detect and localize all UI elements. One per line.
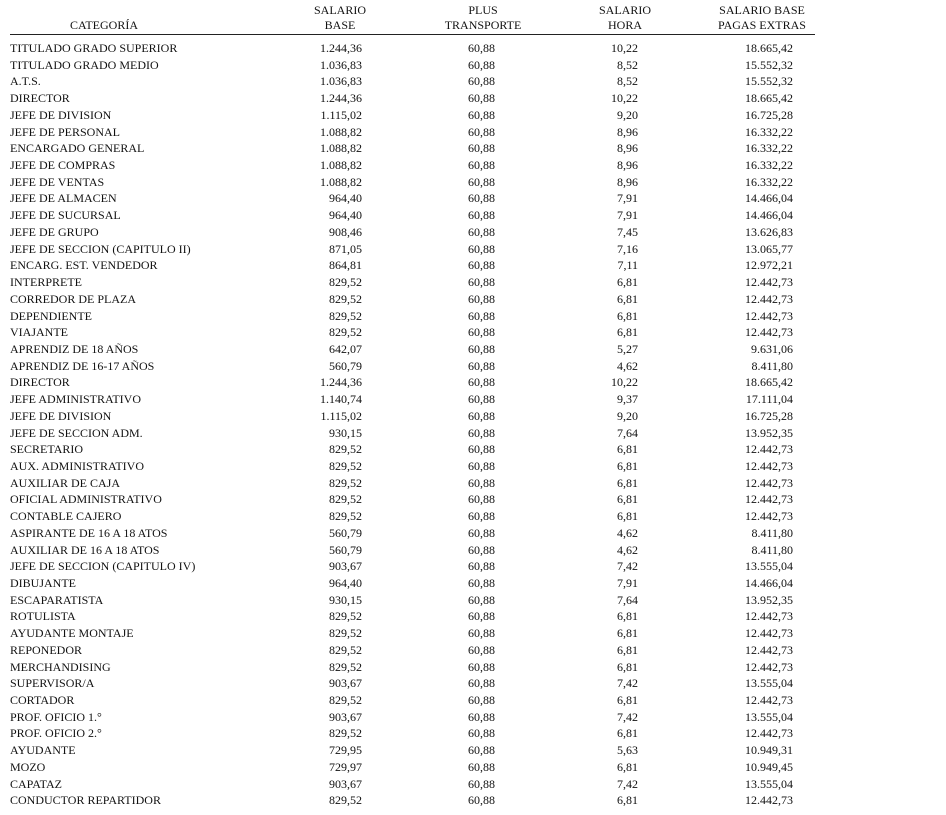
cell-pagas-extras: 9.631,06 <box>751 341 793 356</box>
table-row <box>10 90 815 107</box>
cell-pagas-extras: 12.442,73 <box>745 726 793 741</box>
cell-salario-hora: 6,81 <box>617 308 638 323</box>
cell-categoria: JEFE DE VENTAS <box>10 174 105 189</box>
cell-plus-transporte: 60,88 <box>468 308 495 323</box>
cell-plus-transporte: 60,88 <box>468 375 495 390</box>
cell-salario-hora: 6,81 <box>617 475 638 490</box>
cell-salario-hora: 10,22 <box>611 91 638 106</box>
cell-salario-base: 908,46 <box>329 224 362 239</box>
header-salario-hora <box>575 3 675 32</box>
table-row <box>10 107 815 124</box>
cell-categoria: JEFE DE SECCION (CAPITULO IV) <box>10 559 196 574</box>
cell-pagas-extras: 12.442,73 <box>745 626 793 641</box>
cell-plus-transporte: 60,88 <box>468 693 495 708</box>
cell-salario-base: 1.088,82 <box>320 158 362 173</box>
cell-pagas-extras: 18.665,42 <box>745 91 793 106</box>
cell-categoria: ASPIRANTE DE 16 A 18 ATOS <box>10 525 168 540</box>
cell-categoria: JEFE DE SECCION ADM. <box>10 425 143 440</box>
cell-salario-base: 903,67 <box>329 559 362 574</box>
table-row <box>10 792 815 809</box>
cell-pagas-extras: 12.972,21 <box>745 258 793 273</box>
header-categoria-line: CATEGORÍA <box>70 17 138 32</box>
cell-pagas-extras: 12.442,73 <box>745 308 793 323</box>
header-plus-transporte <box>433 3 533 32</box>
cell-pagas-extras: 12.442,73 <box>745 442 793 457</box>
cell-pagas-extras: 10.949,31 <box>745 743 793 758</box>
cell-salario-base: 829,52 <box>329 291 362 306</box>
cell-pagas-extras: 12.442,73 <box>745 458 793 473</box>
cell-salario-hora: 8,96 <box>617 124 638 139</box>
cell-categoria: TITULADO GRADO SUPERIOR <box>10 41 178 55</box>
cell-salario-base: 1.244,36 <box>320 375 362 390</box>
cell-pagas-extras: 10.949,45 <box>745 759 793 774</box>
cell-salario-hora: 6,81 <box>617 726 638 741</box>
cell-salario-hora: 6,81 <box>617 442 638 457</box>
cell-salario-hora: 7,91 <box>617 208 638 223</box>
cell-plus-transporte: 60,88 <box>468 726 495 741</box>
header-salario-base-line-1: SALARIO <box>313 3 366 17</box>
cell-salario-base: 930,15 <box>329 592 362 607</box>
cell-salario-base: 829,52 <box>329 509 362 524</box>
cell-categoria: JEFE ADMINISTRATIVO <box>10 392 142 407</box>
cell-salario-base: 829,52 <box>329 609 362 624</box>
cell-plus-transporte: 60,88 <box>468 509 495 524</box>
cell-salario-base: 829,52 <box>329 275 362 290</box>
cell-salario-base: 903,67 <box>329 676 362 691</box>
cell-pagas-extras: 16.332,22 <box>745 158 793 173</box>
cell-pagas-extras: 13.555,04 <box>745 709 793 724</box>
cell-salario-base: 729,95 <box>329 743 362 758</box>
cell-categoria: AUX. ADMINISTRATIVO <box>10 458 144 473</box>
cell-categoria: INTERPRETE <box>10 275 82 290</box>
table-row <box>10 274 815 291</box>
cell-salario-hora: 7,91 <box>617 576 638 590</box>
cell-plus-transporte: 60,88 <box>468 425 495 440</box>
cell-categoria: CONDUCTOR REPARTIDOR <box>10 793 161 808</box>
cell-pagas-extras: 8.411,80 <box>751 358 793 373</box>
cell-salario-base: 829,52 <box>329 442 362 457</box>
cell-categoria: CORREDOR DE PLAZA <box>10 291 137 306</box>
cell-categoria: APRENDIZ DE 18 AÑOS <box>10 341 139 356</box>
table-row <box>10 341 815 358</box>
table-row <box>10 207 815 224</box>
cell-pagas-extras: 14.466,04 <box>745 191 793 206</box>
cell-pagas-extras: 16.332,22 <box>745 141 793 156</box>
cell-categoria: JEFE DE DIVISION <box>10 107 112 122</box>
table-row <box>10 725 815 742</box>
cell-salario-base: 1.088,82 <box>320 174 362 189</box>
table-row <box>10 558 815 575</box>
cell-salario-hora: 7,64 <box>617 592 638 607</box>
cell-plus-transporte: 60,88 <box>468 576 495 590</box>
cell-categoria: DIRECTOR <box>10 91 70 106</box>
cell-salario-base: 829,52 <box>329 793 362 808</box>
table-row <box>10 491 815 508</box>
cell-plus-transporte: 60,88 <box>468 107 495 122</box>
cell-categoria: CORTADOR <box>10 693 75 708</box>
cell-salario-hora: 7,42 <box>617 776 638 791</box>
cell-salario-hora: 6,81 <box>617 492 638 507</box>
cell-plus-transporte: 60,88 <box>468 542 495 557</box>
cell-salario-base: 903,67 <box>329 776 362 791</box>
table-row <box>10 73 815 90</box>
cell-plus-transporte: 60,88 <box>468 41 495 55</box>
cell-categoria: DIBUJANTE <box>10 576 76 590</box>
cell-plus-transporte: 60,88 <box>468 208 495 223</box>
header-salario-hora-line-1: SALARIO <box>598 3 651 17</box>
cell-pagas-extras: 13.626,83 <box>745 224 793 239</box>
cell-salario-hora: 6,81 <box>617 659 638 674</box>
cell-plus-transporte: 60,88 <box>468 458 495 473</box>
cell-salario-hora: 4,62 <box>617 525 638 540</box>
cell-salario-hora: 8,96 <box>617 141 638 156</box>
cell-salario-hora: 6,81 <box>617 626 638 641</box>
cell-salario-base: 1.036,83 <box>320 74 362 89</box>
cell-salario-hora: 7,42 <box>617 676 638 691</box>
cell-plus-transporte: 60,88 <box>468 626 495 641</box>
header-categoria <box>70 18 250 33</box>
cell-plus-transporte: 60,88 <box>468 174 495 189</box>
cell-plus-transporte: 60,88 <box>468 759 495 774</box>
cell-salario-hora: 6,81 <box>617 291 638 306</box>
cell-plus-transporte: 60,88 <box>468 609 495 624</box>
cell-salario-base: 1.244,36 <box>320 41 362 55</box>
cell-plus-transporte: 60,88 <box>468 124 495 139</box>
table-row <box>10 358 815 375</box>
table-row <box>10 776 815 793</box>
cell-pagas-extras: 8.411,80 <box>751 525 793 540</box>
cell-plus-transporte: 60,88 <box>468 475 495 490</box>
header-pagas-extras-line-2: PAGAS EXTRAS <box>718 17 806 32</box>
cell-salario-hora: 6,81 <box>617 642 638 657</box>
cell-salario-base: 829,52 <box>329 458 362 473</box>
cell-salario-hora: 9,37 <box>617 392 638 407</box>
cell-salario-hora: 6,81 <box>617 275 638 290</box>
cell-salario-hora: 7,11 <box>617 258 638 273</box>
cell-categoria: CAPATAZ <box>10 776 62 791</box>
cell-plus-transporte: 60,88 <box>468 592 495 607</box>
cell-categoria: JEFE DE GRUPO <box>10 224 99 239</box>
cell-salario-base: 560,79 <box>329 358 362 373</box>
table-row <box>10 157 815 174</box>
cell-salario-hora: 6,81 <box>617 793 638 808</box>
cell-salario-base: 964,40 <box>329 576 362 590</box>
table-row <box>10 659 815 676</box>
table-row <box>10 508 815 525</box>
cell-categoria: AUXILIAR DE CAJA <box>10 475 120 490</box>
cell-salario-hora: 9,20 <box>617 107 638 122</box>
cell-categoria: JEFE DE SECCION (CAPITULO II) <box>10 241 191 256</box>
table-row <box>10 308 815 325</box>
cell-plus-transporte: 60,88 <box>468 392 495 407</box>
cell-salario-hora: 10,22 <box>611 41 638 55</box>
cell-pagas-extras: 12.442,73 <box>745 659 793 674</box>
cell-salario-base: 829,52 <box>329 693 362 708</box>
cell-salario-hora: 5,27 <box>617 341 638 356</box>
cell-salario-base: 642,07 <box>329 341 362 356</box>
cell-plus-transporte: 60,88 <box>468 676 495 691</box>
cell-plus-transporte: 60,88 <box>468 275 495 290</box>
cell-salario-hora: 8,52 <box>617 57 638 72</box>
cell-salario-hora: 6,81 <box>617 609 638 624</box>
table-row <box>10 374 815 391</box>
table-body <box>10 40 815 809</box>
table-row <box>10 525 815 542</box>
cell-salario-base: 1.036,83 <box>320 57 362 72</box>
cell-categoria: ESCAPARATISTA <box>10 592 104 607</box>
cell-plus-transporte: 60,88 <box>468 659 495 674</box>
table-row <box>10 575 815 592</box>
cell-categoria: AYUDANTE MONTAJE <box>10 626 134 641</box>
cell-plus-transporte: 60,88 <box>468 91 495 106</box>
header-salario-base-line-2: BASE <box>324 17 356 32</box>
cell-pagas-extras: 13.555,04 <box>745 559 793 574</box>
cell-categoria: DEPENDIENTE <box>10 308 92 323</box>
cell-categoria: REPONEDOR <box>10 642 83 657</box>
cell-salario-hora: 6,81 <box>617 509 638 524</box>
table-row <box>10 425 815 442</box>
cell-salario-hora: 7,16 <box>617 241 638 256</box>
cell-salario-base: 964,40 <box>329 208 362 223</box>
cell-categoria: ENCARG. EST. VENDEDOR <box>10 258 158 273</box>
cell-salario-base: 1.115,02 <box>320 408 362 423</box>
cell-plus-transporte: 60,88 <box>468 341 495 356</box>
cell-salario-base: 829,52 <box>329 308 362 323</box>
cell-salario-base: 560,79 <box>329 525 362 540</box>
cell-salario-base: 829,52 <box>329 475 362 490</box>
cell-plus-transporte: 60,88 <box>468 525 495 540</box>
cell-categoria: AYUDANTE <box>10 743 76 758</box>
cell-salario-base: 729,97 <box>329 759 362 774</box>
table-row <box>10 190 815 207</box>
cell-categoria: JEFE DE PERSONAL <box>10 124 121 139</box>
cell-pagas-extras: 16.332,22 <box>745 174 793 189</box>
cell-categoria: MERCHANDISING <box>10 659 111 674</box>
cell-pagas-extras: 13.952,35 <box>745 425 793 440</box>
cell-salario-hora: 8,96 <box>617 158 638 173</box>
table-row <box>10 291 815 308</box>
cell-salario-base: 1.088,82 <box>320 141 362 156</box>
table-row <box>10 57 815 74</box>
salary-table <box>10 2 815 809</box>
table-row <box>10 391 815 408</box>
cell-pagas-extras: 16.725,28 <box>745 107 793 122</box>
table-row <box>10 324 815 341</box>
cell-plus-transporte: 60,88 <box>468 191 495 206</box>
cell-plus-transporte: 60,88 <box>468 74 495 89</box>
cell-plus-transporte: 60,88 <box>468 776 495 791</box>
cell-plus-transporte: 60,88 <box>468 57 495 72</box>
cell-plus-transporte: 60,88 <box>468 141 495 156</box>
cell-plus-transporte: 60,88 <box>468 158 495 173</box>
cell-categoria: JEFE DE COMPRAS <box>10 158 116 173</box>
table-row <box>10 692 815 709</box>
cell-pagas-extras: 13.065,77 <box>745 241 793 256</box>
cell-categoria: ENCARGADO GENERAL <box>10 141 145 156</box>
cell-pagas-extras: 13.555,04 <box>745 776 793 791</box>
table-row <box>10 709 815 726</box>
header-salario-base-pagas-extras <box>707 3 817 32</box>
cell-plus-transporte: 60,88 <box>468 325 495 340</box>
header-pagas-extras-line-1: SALARIO BASE <box>719 3 805 17</box>
cell-pagas-extras: 12.442,73 <box>745 475 793 490</box>
cell-plus-transporte: 60,88 <box>468 442 495 457</box>
cell-salario-hora: 7,42 <box>617 709 638 724</box>
cell-pagas-extras: 17.111,04 <box>745 392 793 407</box>
cell-salario-hora: 4,62 <box>617 542 638 557</box>
cell-pagas-extras: 13.555,04 <box>745 676 793 691</box>
cell-pagas-extras: 12.442,73 <box>745 492 793 507</box>
table-row <box>10 140 815 157</box>
cell-plus-transporte: 60,88 <box>468 358 495 373</box>
cell-pagas-extras: 12.442,73 <box>745 325 793 340</box>
table-row <box>10 475 815 492</box>
header-plus-transporte-line-1: PLUS <box>468 3 498 17</box>
cell-salario-hora: 10,22 <box>611 375 638 390</box>
cell-salario-base: 829,52 <box>329 726 362 741</box>
cell-plus-transporte: 60,88 <box>468 743 495 758</box>
cell-categoria: DIRECTOR <box>10 375 70 390</box>
table-row <box>10 408 815 425</box>
table-row <box>10 241 815 258</box>
cell-categoria: OFICIAL ADMINISTRATIVO <box>10 492 162 507</box>
cell-pagas-extras: 12.442,73 <box>745 793 793 808</box>
table-row <box>10 675 815 692</box>
cell-pagas-extras: 12.442,73 <box>745 291 793 306</box>
cell-categoria: TITULADO GRADO MEDIO <box>10 57 159 72</box>
cell-salario-base: 829,52 <box>329 642 362 657</box>
cell-salario-hora: 9,20 <box>617 408 638 423</box>
cell-plus-transporte: 60,88 <box>468 408 495 423</box>
cell-categoria: SECRETARIO <box>10 442 84 457</box>
table-row <box>10 742 815 759</box>
table-row <box>10 174 815 191</box>
cell-plus-transporte: 60,88 <box>468 793 495 808</box>
cell-pagas-extras: 14.466,04 <box>745 208 793 223</box>
cell-categoria: SUPERVISOR/A <box>10 676 95 691</box>
cell-salario-hora: 5,63 <box>617 743 638 758</box>
cell-plus-transporte: 60,88 <box>468 291 495 306</box>
cell-salario-base: 1.115,02 <box>320 107 362 122</box>
table-row <box>10 592 815 609</box>
cell-categoria: MOZO <box>10 759 46 774</box>
cell-pagas-extras: 18.665,42 <box>745 375 793 390</box>
cell-salario-base: 829,52 <box>329 325 362 340</box>
table-row <box>10 642 815 659</box>
cell-plus-transporte: 60,88 <box>468 258 495 273</box>
table-row <box>10 759 815 776</box>
cell-salario-hora: 7,91 <box>617 191 638 206</box>
cell-salario-hora: 6,81 <box>617 325 638 340</box>
cell-pagas-extras: 12.442,73 <box>745 509 793 524</box>
cell-pagas-extras: 12.442,73 <box>745 642 793 657</box>
table-row <box>10 458 815 475</box>
cell-categoria: CONTABLE CAJERO <box>10 509 122 524</box>
cell-pagas-extras: 15.552,32 <box>745 74 793 89</box>
cell-salario-hora: 6,81 <box>617 693 638 708</box>
cell-salario-hora: 7,42 <box>617 559 638 574</box>
cell-categoria: JEFE DE DIVISION <box>10 408 112 423</box>
table-header <box>10 2 815 35</box>
cell-salario-hora: 7,45 <box>617 224 638 239</box>
cell-salario-hora: 6,81 <box>617 458 638 473</box>
table-row <box>10 40 815 57</box>
cell-plus-transporte: 60,88 <box>468 559 495 574</box>
cell-salario-hora: 4,62 <box>617 358 638 373</box>
header-salario-hora-line-2: HORA <box>607 17 642 32</box>
table-row <box>10 542 815 559</box>
header-salario-base <box>290 3 390 32</box>
cell-salario-base: 903,67 <box>329 709 362 724</box>
cell-salario-base: 1.244,36 <box>320 91 362 106</box>
cell-pagas-extras: 14.466,04 <box>745 576 793 590</box>
cell-salario-hora: 7,64 <box>617 425 638 440</box>
cell-categoria: ROTULISTA <box>10 609 76 624</box>
cell-plus-transporte: 60,88 <box>468 241 495 256</box>
cell-categoria: APRENDIZ DE 16-17 AÑOS <box>10 358 155 373</box>
cell-salario-base: 560,79 <box>329 542 362 557</box>
table-row <box>10 625 815 642</box>
cell-salario-base: 829,52 <box>329 659 362 674</box>
cell-salario-base: 829,52 <box>329 626 362 641</box>
table-row <box>10 608 815 625</box>
cell-categoria: PROF. OFICIO 1.° <box>10 709 102 724</box>
cell-categoria: JEFE DE ALMACEN <box>10 191 117 206</box>
cell-pagas-extras: 12.442,73 <box>745 693 793 708</box>
cell-plus-transporte: 60,88 <box>468 224 495 239</box>
cell-pagas-extras: 12.442,73 <box>745 609 793 624</box>
table-row <box>10 257 815 274</box>
cell-salario-base: 871,05 <box>329 241 362 256</box>
cell-salario-base: 964,40 <box>329 191 362 206</box>
cell-plus-transporte: 60,88 <box>468 492 495 507</box>
cell-salario-hora: 8,52 <box>617 74 638 89</box>
table-row <box>10 441 815 458</box>
cell-plus-transporte: 60,88 <box>468 642 495 657</box>
cell-categoria: VIAJANTE <box>10 325 68 340</box>
cell-pagas-extras: 8.411,80 <box>751 542 793 557</box>
cell-pagas-extras: 12.442,73 <box>745 275 793 290</box>
cell-pagas-extras: 16.725,28 <box>745 408 793 423</box>
cell-salario-hora: 6,81 <box>617 759 638 774</box>
cell-salario-base: 1.088,82 <box>320 124 362 139</box>
cell-categoria: PROF. OFICIO 2.° <box>10 726 102 741</box>
cell-pagas-extras: 18.665,42 <box>745 41 793 55</box>
cell-pagas-extras: 15.552,32 <box>745 57 793 72</box>
header-plus-transporte-line-2: TRANSPORTE <box>444 17 522 32</box>
cell-categoria: AUXILIAR DE 16 A 18 ATOS <box>10 542 160 557</box>
cell-salario-base: 864,81 <box>329 258 362 273</box>
cell-salario-base: 930,15 <box>329 425 362 440</box>
table-row <box>10 224 815 241</box>
cell-salario-base: 1.140,74 <box>320 392 362 407</box>
cell-categoria: JEFE DE SUCURSAL <box>10 208 121 223</box>
cell-pagas-extras: 13.952,35 <box>745 592 793 607</box>
cell-pagas-extras: 16.332,22 <box>745 124 793 139</box>
table-row <box>10 124 815 141</box>
cell-plus-transporte: 60,88 <box>468 709 495 724</box>
cell-categoria: A.T.S. <box>10 74 41 89</box>
cell-salario-hora: 8,96 <box>617 174 638 189</box>
cell-salario-base: 829,52 <box>329 492 362 507</box>
